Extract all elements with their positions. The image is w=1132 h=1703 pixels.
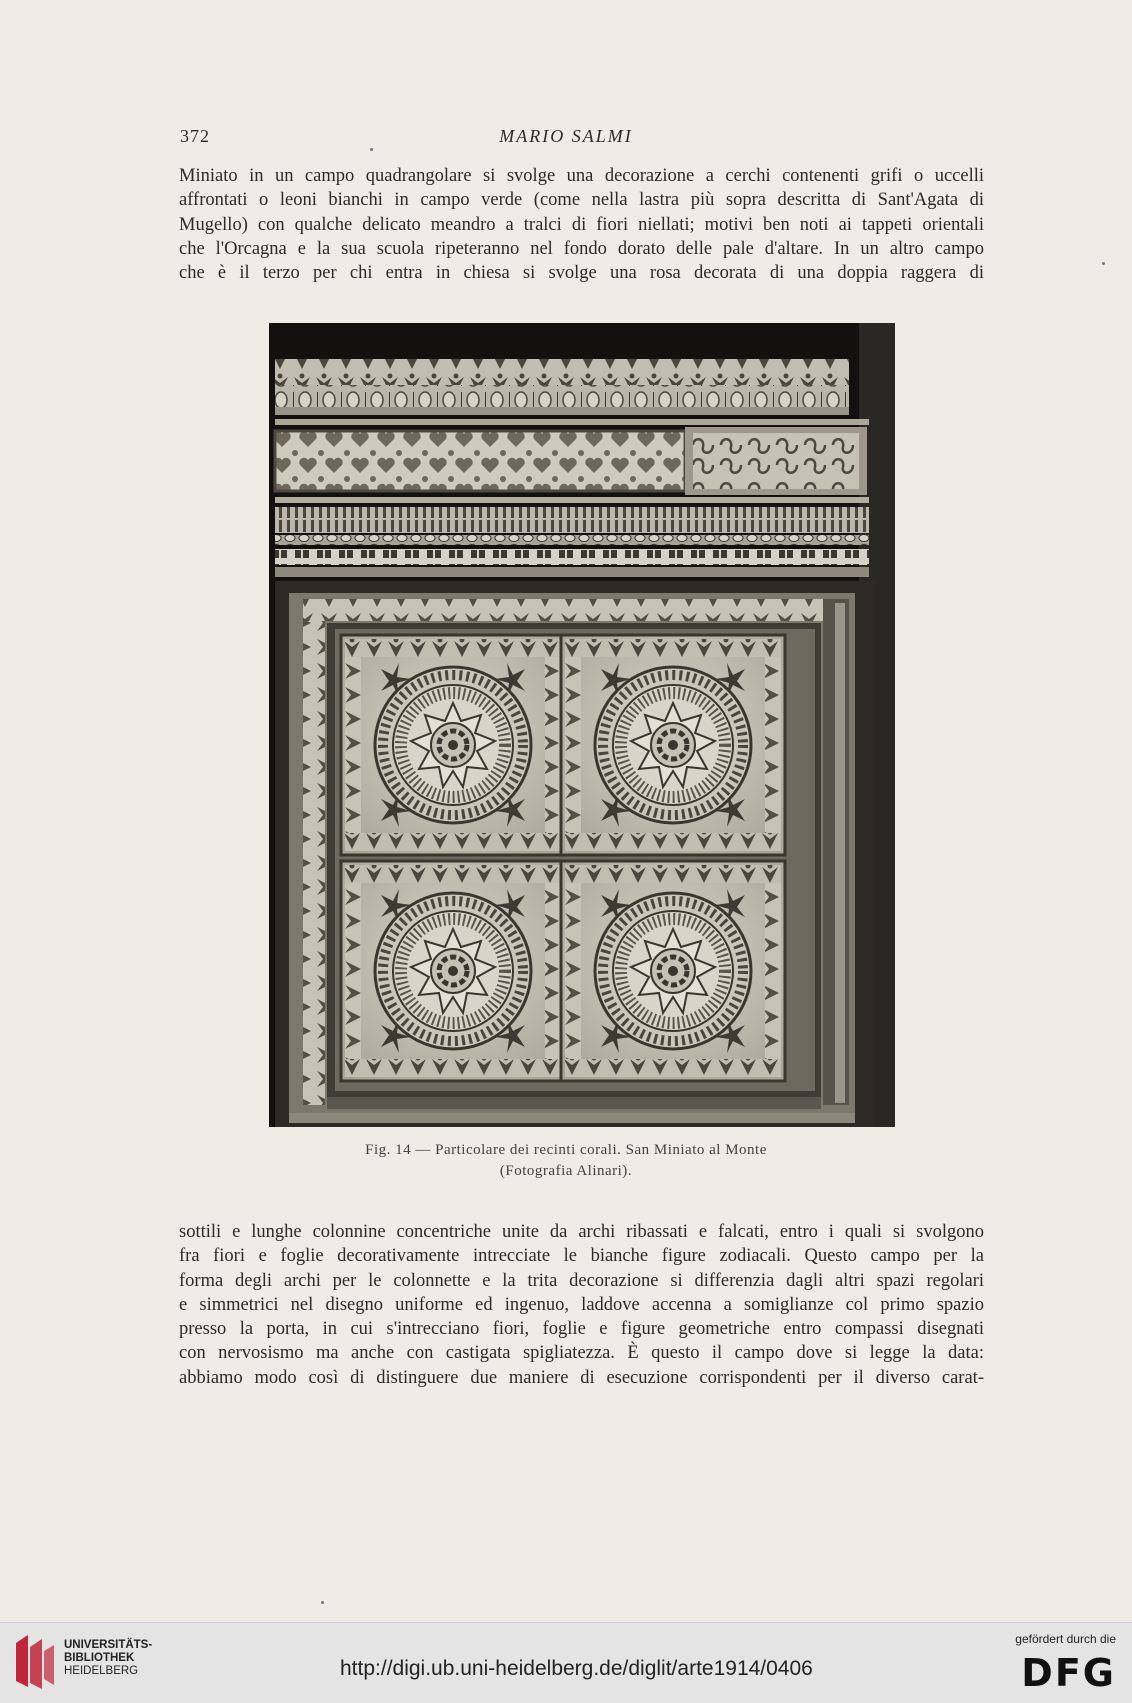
funding-label: gefördert durch die <box>1015 1632 1116 1646</box>
paper-speck <box>1102 262 1105 265</box>
text-line: e simmetrici nel disegno uniforme ed ingenuo, laddove accenna a somiglianze col primo spazio <box>179 1294 984 1315</box>
text-line: che è il terzo per chi entra in chiesa si svolge una rosa decorata di una doppia raggera di <box>179 263 984 284</box>
marble-panel-image <box>269 323 895 1127</box>
figure-caption: Fig. 14 — Particolare dei recinti corali. San Miniato al Monte <box>365 1142 767 1158</box>
text-line: che l'Orcagna e la sua scuola ripeteranno nel fondo dorato delle pale d'altare. In un altro campo <box>179 238 984 259</box>
text-line: sottili e lunghe colonnine concentriche unite da archi ribassati e falcati, entro i quali si svolgono <box>179 1222 984 1242</box>
paper-speck <box>370 148 373 151</box>
text-line: forma degli archi per le colonnette e la trita decorazione si differenzia dagli altri spazi regolari <box>179 1270 984 1291</box>
text-line: affrontati o leoni bianchi in campo verde (come nella lastra più sopra descritta di Sant'Agata di <box>179 190 984 211</box>
digitization-footer <box>0 1622 1132 1703</box>
dfg-logo: DFG <box>1021 1651 1116 1695</box>
text-line: abbiamo modo così di distinguere due maniere di esecuzione corrispondenti per il diverso carat- <box>179 1367 984 1388</box>
library-name-line: BIBLIOTHEK <box>64 1652 135 1664</box>
text-line: presso la porta, in cui s'intrecciano fiori, foglie e figure geometriche entro compassi disegnati <box>179 1319 984 1340</box>
paragraph-top <box>179 164 984 285</box>
library-name-line: HEIDELBERG <box>64 1665 139 1677</box>
university-library-name <box>64 1639 152 1678</box>
paragraph-bottom <box>179 1220 984 1390</box>
library-name-line: UNIVERSITÄTS- <box>64 1639 153 1651</box>
running-title: MARIO SALMI <box>499 126 633 146</box>
paper-speck <box>321 1601 324 1604</box>
text-line: Mugello) con qualche delicato meandro a tralci di fiori niellati; motivi ben noti ai tappeti orientali <box>179 214 984 235</box>
figure-photograph <box>269 323 895 1127</box>
permalink-url[interactable]: http://digi.ub.uni-heidelberg.de/diglit/arte1914/0406 <box>340 1657 813 1680</box>
page-number: 372 <box>180 126 210 146</box>
text-line: Miniato in un campo quadrangolare si svolge una decorazione a cerchi contenenti grifi o uccelli <box>179 166 984 186</box>
text-line: con nervosismo ma anche con castigata spigliatezza. È questo il campo dove si legge la data: <box>179 1343 984 1364</box>
text-line: fra fiori e foglie decorativamente intrecciate le bianche figure zodiacali. Questo campo per la <box>179 1246 984 1267</box>
university-library-logo-icon <box>14 1633 56 1691</box>
figure-caption-credit: (Fotografia Alinari). <box>499 1163 633 1179</box>
